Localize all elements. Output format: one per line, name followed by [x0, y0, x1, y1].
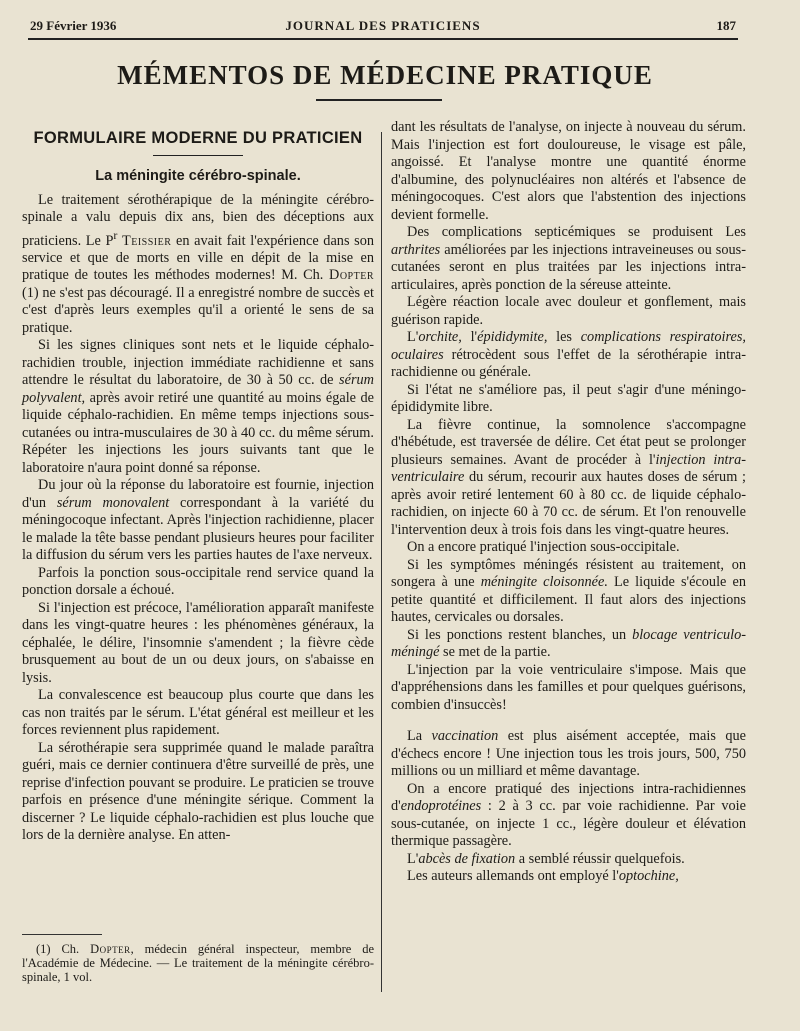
- right-column: [391, 119, 746, 886]
- paragraph: Si les ponctions restent blanches, un blocage ventriculo-méningé se met de la partie.: [391, 626, 746, 660]
- title-rule: [316, 99, 442, 101]
- paragraph: Si les signes cliniques sont nets et le liquide céphalo-rachidien trouble, injection immédiate rachidienne et sans attendre le résultat du laboratoire, de 30 à 50 cc. de sérum polyvalent, après avoir retiré une quantité au moins égale de liquide céphalo-rachidien. En même temps injections sous-cutanées ou intra-musculaires de 30 à 40 cc. du même sérum. Répéter les injections les jours suivants tant que le laboratoire n'aura point donné sa réponse.: [22, 337, 374, 476]
- journal-name: JOURNAL DES PRATICIENS: [285, 18, 481, 33]
- paragraph: L'orchite, l'épididymite, les complications respiratoires, oculaires rétrocèdent sous l'effet de la sérothérapie intra-rachidienne ou générale.: [391, 329, 747, 380]
- paragraph: On a encore pratiqué des injections intra-rachidiennes d'endoprotéines : 2 à 3 cc. par voie rachidienne. Par voie sous-cutanée, on injecte 1 cc., légère douleur et élévation thermique passagère.: [391, 780, 746, 849]
- paragraph: Si l'état ne s'améliore pas, il peut s'agir d'une méningo-épididymite libre.: [391, 381, 746, 415]
- paragraph: La sérothérapie sera supprimée quand le malade paraîtra guéri, mais ce dernier continuera d'être surveillé de près, une reprise d'infection pouvant se produire. Le praticien se trouve parfois en présence d'une méningite sérique. Comment la discerner ? Le liquide céphalo-rachidien est plus louche que lors de la dernière analyse. En atten-: [22, 739, 374, 844]
- paragraph: Le traitement sérothérapique de la méningite cérébro-spinale a valu depuis dix ans, bien des déceptions aux praticiens. Le $P^r$ Teissier en avait fait l'expérience dans son service et que de morts en ville en dépit de la mise en pratique de toutes les méthodes modernes! M. Ch. Dopter (1) ne s'est pas découragé. Il a enregistré nombre de succès et c'est d'après leurs exemples qu'il a orienté le sens de sa pratique.: [22, 191, 374, 336]
- issue-date: 29 Février 1936: [30, 18, 117, 33]
- paragraph: On a encore pratiqué l'injection sous-occipitale.: [407, 539, 680, 555]
- paragraph: Parfois la ponction sous-occipitale rend service quand la ponction dorsale a échoué.: [22, 564, 374, 599]
- paragraph: Légère réaction locale avec douleur et gonflement, mais guérison rapide.: [391, 294, 746, 328]
- left-column: [22, 127, 374, 845]
- paragraph: L'injection par la voie ventriculaire s'impose. Mais que d'appréhensions dans les familles et pour quelques guérisons, combien d'insuccès!: [391, 661, 746, 713]
- paragraph: Des complications septicémiques se produisent Les arthrites améliorées par les injections intraveineuses ou sous-cutanées seront en plus traitées par les injections intra-articulaires, après ponction de la séreuse atteinte.: [391, 224, 746, 293]
- paragraph: Si l'injection est précoce, l'amélioration apparaît manifeste dans les vingt-quatre heures : les phénomènes généraux, la céphalée, le délire, l'insomnie s'amendent ; la fièvre cède brusquement au bout de un ou deux jours, on s'abaisse en lysis.: [22, 599, 374, 686]
- paragraph: Du jour où la réponse du laboratoire est fournie, injection d'un sérum monovalent correspondant à la variété du méningocoque infectant. Après l'injection rachidienne, placer le malade la tête basse pendant plusieurs heures pour faciliter la diffusion du sérum vers les parties hautes de l'axe nerveux.: [22, 477, 374, 564]
- footnote-rule: [22, 934, 102, 935]
- section-rule: [153, 155, 243, 156]
- section-title: FORMULAIRE MODERNE DU PRATICIEN: [33, 129, 363, 147]
- paragraph: L'abcès de fixation a semblé réussir quelquefois.: [407, 850, 685, 867]
- footnote: (1) Ch. Dopter, médecin général inspecteur, membre de l'Académie de Médecine. — Le traitement de la méningite cérébro-spinale, 1 vol.: [22, 942, 374, 984]
- page-number: 187: [716, 18, 736, 33]
- paragraph-gap: [391, 714, 746, 728]
- column-divider: [381, 132, 382, 992]
- paragraph: Les auteurs allemands ont employé l'optochine,: [407, 868, 679, 884]
- main-title: MÉMENTOS DE MÉDECINE PRATIQUE: [117, 60, 653, 90]
- paragraph: La convalescence est beaucoup plus courte que dans les cas non traités par le sérum. L'état général est meilleur et les forces reviennent plus rapidement.: [22, 687, 374, 739]
- paragraph: dant les résultats de l'analyse, on injecte à nouveau du sérum. Mais l'injection est fort douloureuse, le visage est pâle, angoissé. Et l'analyse montre une quantité énorme d'albumine, des polynucléaires non altérés et l'absence de méningocoques. C'est alors que l'abstention des injections devient formelle.: [391, 119, 746, 223]
- section-subtitle: La méningite cérébro-spinale.: [95, 168, 301, 184]
- header-rule: [28, 38, 738, 40]
- paragraph: La fièvre continue, la somnolence s'accompagne d'hébétude, est traversée de délire. Cet état peut se prolonger plusieurs semaines. Avant de procéder à l'injection intra-ventriculaire du sérum, recourir aux hautes doses de sérum ; après avoir retiré lentement 60 à 80 cc. de liquide céphalo-rachidien, on injecte 60 à 70 cc. de sérum. Et l'on renouvelle l'intervention deux à trois fois dans les vingt-quatre heures.: [391, 416, 746, 538]
- paragraph: La vaccination est plus aisément acceptée, mais que d'échecs encore ! Une injection tous les trois jours, 500, 750 millions ou un milliard et même davantage.: [391, 728, 746, 779]
- paragraph: Si les symptômes méningés résistent au traitement, on songera à une méningite cloisonnée. Le liquide s'écoule en petite quantité et difficilement. Il faut alors des injections hautes, cervicales ou dorsales.: [391, 556, 746, 625]
- running-header: [30, 18, 736, 36]
